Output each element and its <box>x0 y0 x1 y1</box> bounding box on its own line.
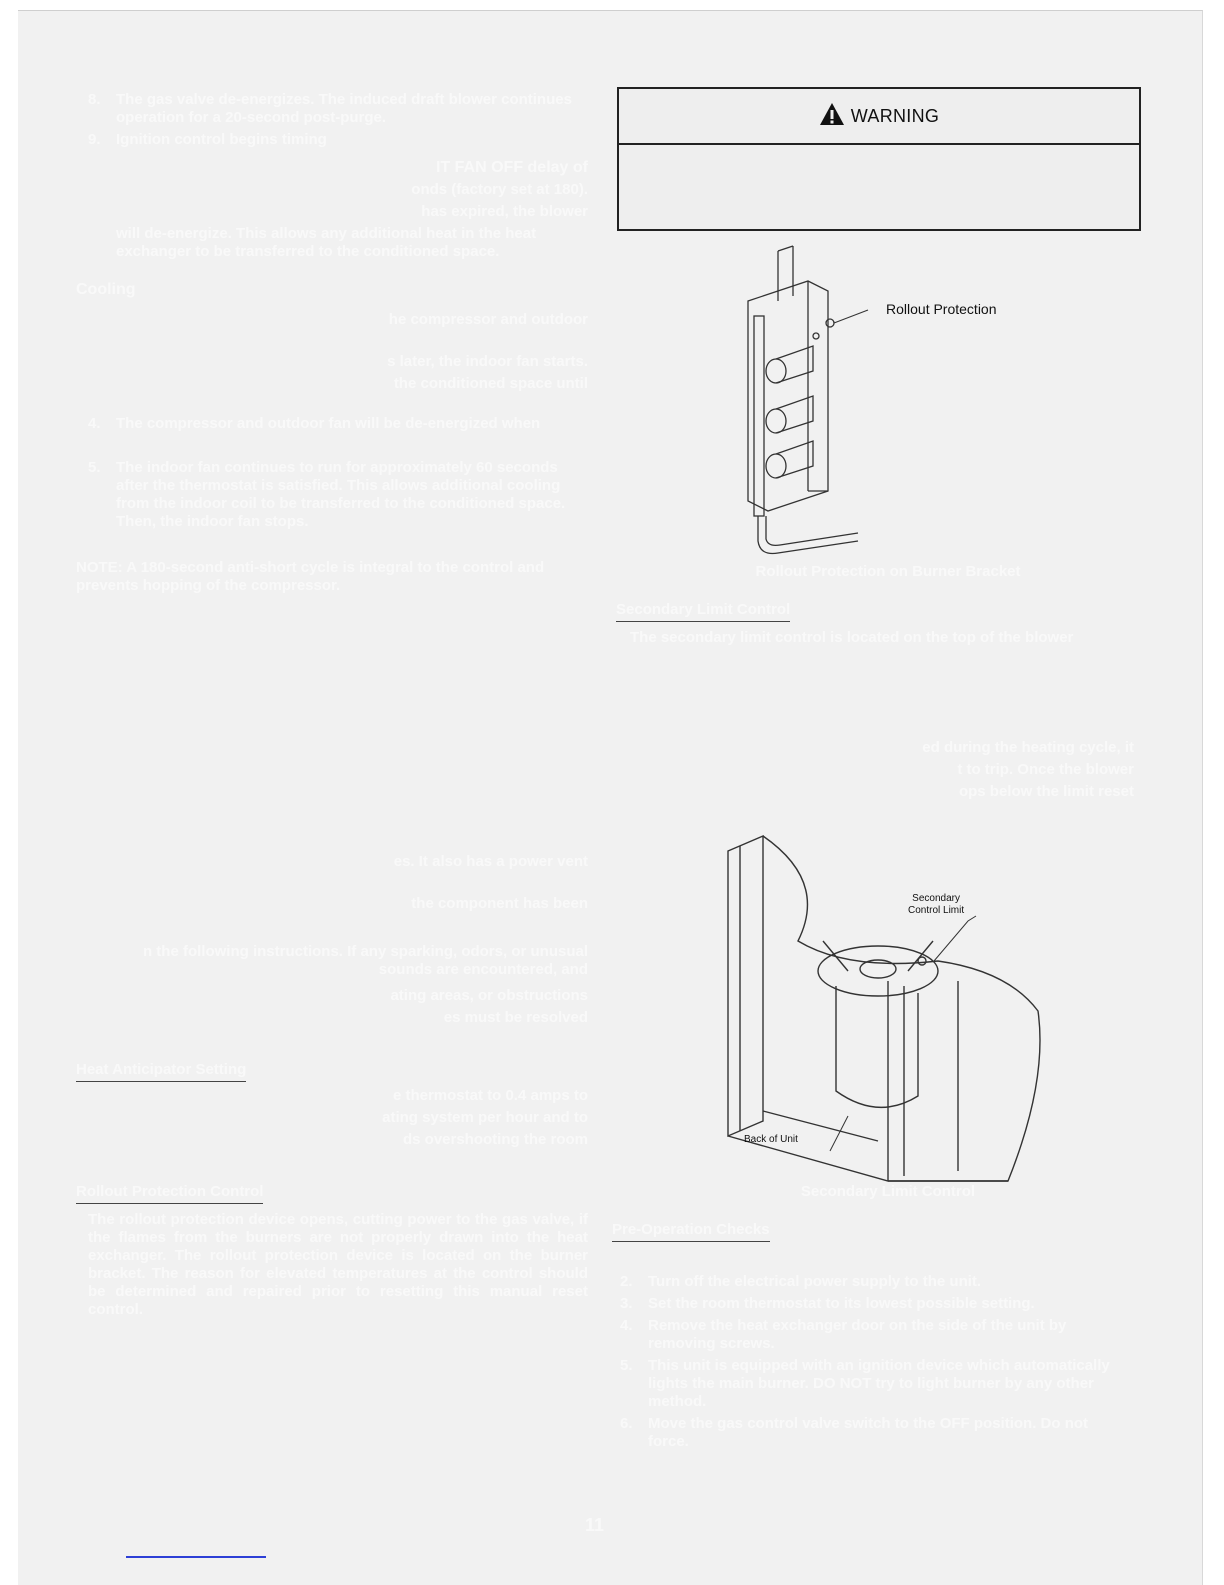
page-number: 11 <box>585 1515 605 1535</box>
rollout-text: The rollout protection device opens, cutting power to the gas valve, if the flames from the burners are not properly drawn into the heat exchanger. The rollout protection device is located on the burner bracket. The reason for elevated temperatures at the control should be determined and repaired prior to resetting this manual reset control. <box>88 1211 588 1318</box>
warning-header <box>619 89 1139 145</box>
left-column <box>88 91 588 153</box>
rollout-protection-label: Rollout Protection <box>886 301 997 317</box>
text-fragment: ating areas, or obstructions <box>390 987 588 1004</box>
warning-box <box>617 87 1141 231</box>
text-fragment: n the following instructions. If any sparking, odors, or unusual sounds are encountered, and <box>142 943 588 978</box>
text-fragment: s later, the indoor fan starts. <box>387 353 588 370</box>
text-fragment: es must be resolved <box>443 1009 588 1026</box>
text-fragment: ds overshooting the room <box>402 1131 588 1148</box>
text-fragment: will de-energize. This allows any additional heat in the heat exchanger to be transferred to the conditioned space. <box>116 225 537 260</box>
text-fragment: t to trip. Once the blower <box>957 761 1134 778</box>
preop-heading: Pre-Operation Checks <box>612 1221 770 1242</box>
secondary-heading: Secondary Limit Control <box>616 601 790 622</box>
text-fragment: ating system per hour and to <box>382 1109 588 1126</box>
list-item: 9. Ignition control begins timing <box>88 131 327 148</box>
figure1-caption: Rollout Protection on Burner Bracket <box>755 563 1021 580</box>
text-fragment: the conditioned space until <box>393 375 588 392</box>
figure2-caption: Secondary Limit Control <box>800 1183 976 1200</box>
secondary-text: The secondary limit control is located on the top of the blower <box>630 629 1074 646</box>
anticipator-heading: Heat Anticipator Setting <box>76 1061 246 1082</box>
warning-title: WARNING <box>850 105 940 126</box>
text-fragment: es. It also has a power vent <box>393 853 588 870</box>
bottom-link-underline[interactable] <box>126 1556 266 1558</box>
text-fragment: ed during the heating cycle, it <box>922 739 1134 756</box>
list-item: 4. The compressor and outdoor fan will be de-energized when <box>88 415 541 432</box>
list-item: 6. Move the gas control valve switch to the OFF position. Do not force. <box>620 1415 1089 1450</box>
warning-body <box>619 145 1139 177</box>
list-item: 5. The indoor fan continues to run for approximately 60 seconds after the thermostat is satisfied. This allows additional cooling from the indoor coil to be transferred to the conditioned space. Then, the indoor fan stops. <box>88 459 566 530</box>
preop-list <box>620 1273 1120 1455</box>
text-fragment: he compressor and outdoor <box>388 311 588 328</box>
list-item: 3. Set the room thermostat to its lowest possible setting. <box>620 1295 1035 1312</box>
text-fragment: onds (factory set at 180). <box>411 181 588 198</box>
note-text: NOTE: A 180-second anti-short cycle is integral to the control and prevents hopping of the compressor. <box>76 559 545 594</box>
cooling-heading: Cooling <box>76 281 136 298</box>
warning-icon <box>819 102 845 131</box>
list-item: 5. This unit is equipped with an ignition device which automatically lights the main burner. DO NOT try to light burner by any other method. <box>620 1357 1110 1410</box>
text-fragment: the component has been <box>411 895 588 912</box>
document-page <box>18 10 1203 1585</box>
list-item: 4. Remove the heat exchanger door on the side of the unit by removing screws. <box>620 1317 1067 1352</box>
rollout-heading: Rollout Protection Control <box>76 1183 263 1204</box>
text-fragment: e thermostat to 0.4 amps to <box>392 1087 588 1104</box>
text-fragment: ops below the limit reset <box>958 783 1134 800</box>
text-fragment: has expired, the blower <box>421 203 588 220</box>
burner-bracket-illustration <box>718 241 888 561</box>
text-fragment: IT FAN OFF delay of <box>435 159 588 176</box>
secondary-control-limit-label: Secondary Control Limit <box>908 893 965 916</box>
list-item: 2. Turn off the electrical power supply to the unit. <box>620 1273 982 1290</box>
back-of-unit-label: Back of Unit <box>744 1134 798 1145</box>
list-item: 8. The gas valve de-energizes. The induced draft blower continues operation for a 20-second post-purge. <box>88 91 572 126</box>
